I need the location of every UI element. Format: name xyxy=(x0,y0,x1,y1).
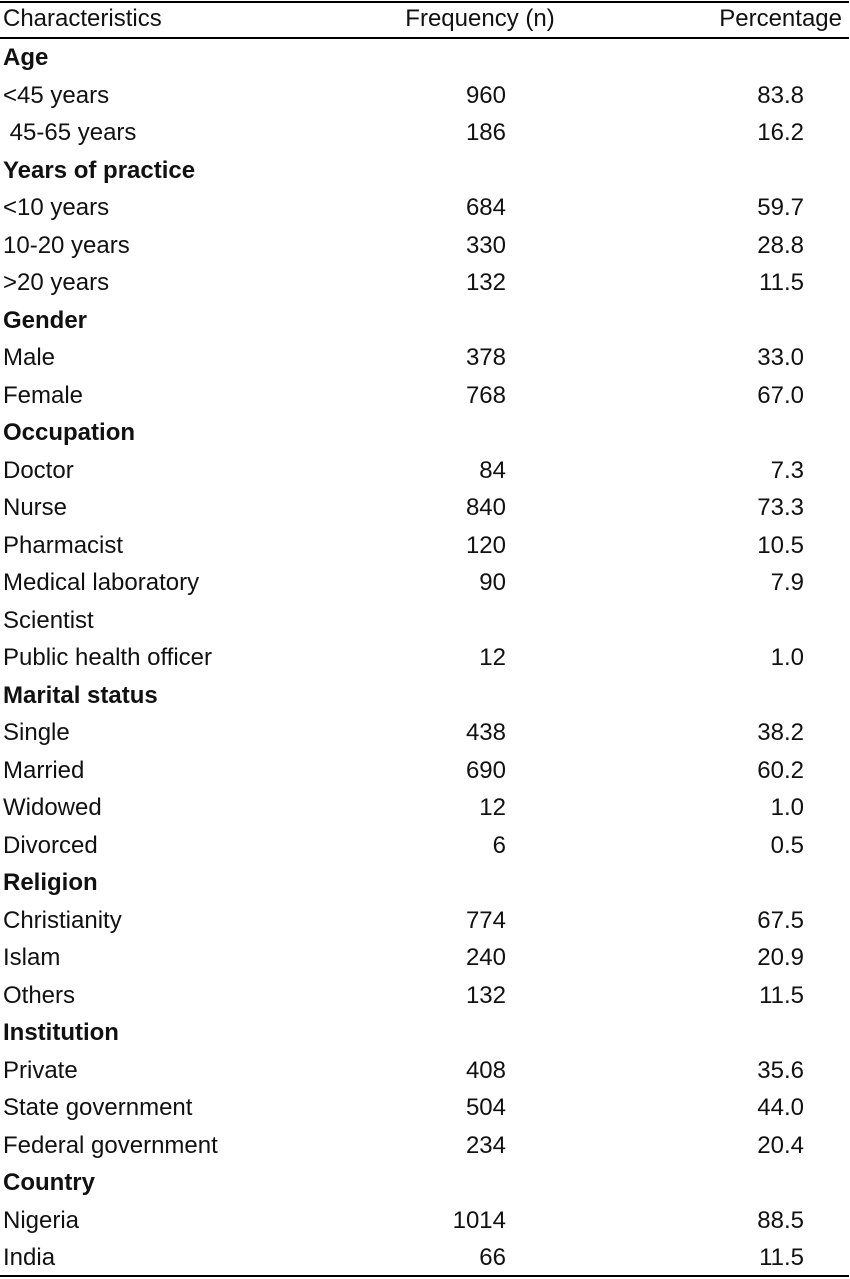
table-row xyxy=(0,564,850,601)
row-label: Doctor xyxy=(3,457,74,484)
row-percentage: 59.7 xyxy=(757,194,804,221)
table-row xyxy=(0,752,850,789)
row-frequency: 234 xyxy=(465,1132,506,1159)
row-percentage: 11.5 xyxy=(759,982,804,1009)
table-row xyxy=(0,377,850,414)
section-title: Occupation xyxy=(3,419,136,446)
table-row xyxy=(0,489,850,526)
row-frequency: 12 xyxy=(479,644,506,671)
row-percentage: 33.0 xyxy=(757,344,804,371)
row-label: Scientist xyxy=(3,607,94,634)
row-label: Single xyxy=(3,719,70,746)
table-row xyxy=(0,1202,850,1239)
row-percentage: 16.2 xyxy=(757,119,804,146)
section-title: Gender xyxy=(3,307,88,334)
table-row xyxy=(0,114,850,151)
row-label: Female xyxy=(3,382,84,409)
row-percentage: 1.0 xyxy=(770,794,804,821)
row-frequency: 960 xyxy=(465,82,506,109)
section-header-row xyxy=(0,39,850,76)
section-header-row xyxy=(0,414,850,451)
row-frequency: 240 xyxy=(465,944,506,971)
section-header-row xyxy=(0,677,850,714)
row-frequency: 408 xyxy=(465,1057,506,1084)
header-frequency: Frequency (n) xyxy=(405,5,555,32)
table-row xyxy=(0,827,850,864)
row-label: State government xyxy=(3,1094,193,1121)
row-percentage: 7.9 xyxy=(770,569,804,596)
table-row xyxy=(0,977,850,1014)
row-frequency: 132 xyxy=(465,982,506,1009)
row-label: Private xyxy=(3,1057,78,1084)
row-frequency: 378 xyxy=(465,344,506,371)
row-label: Married xyxy=(3,757,85,784)
row-percentage: 88.5 xyxy=(757,1207,804,1234)
section-header-row xyxy=(0,302,850,339)
table-row xyxy=(0,189,850,226)
header-percentage: Percentage xyxy=(719,5,842,32)
row-label: Islam xyxy=(3,944,61,971)
table-row xyxy=(0,789,850,826)
row-percentage: 1.0 xyxy=(770,644,804,671)
row-label: <10 years xyxy=(3,194,110,221)
table-row xyxy=(0,227,850,264)
row-percentage: 67.5 xyxy=(757,907,804,934)
table-row xyxy=(0,527,850,564)
row-frequency: 840 xyxy=(465,494,506,521)
row-percentage: 60.2 xyxy=(757,757,804,784)
row-percentage: 20.9 xyxy=(757,944,804,971)
row-frequency: 504 xyxy=(465,1094,506,1121)
row-frequency: 690 xyxy=(465,757,506,784)
section-title: Institution xyxy=(3,1019,119,1046)
row-frequency: 66 xyxy=(479,1244,506,1271)
table-row xyxy=(0,339,850,376)
table-row xyxy=(0,639,850,676)
header-characteristics: Characteristics xyxy=(3,5,162,32)
section-title: Religion xyxy=(3,869,98,896)
table-row xyxy=(0,1052,850,1089)
row-frequency: 768 xyxy=(465,382,506,409)
table-row xyxy=(0,77,850,114)
section-title: Marital status xyxy=(3,682,158,709)
row-label: India xyxy=(3,1244,56,1271)
row-percentage: 10.5 xyxy=(757,532,804,559)
table-row xyxy=(0,1239,850,1276)
table-row xyxy=(0,602,850,639)
header-row xyxy=(0,0,850,37)
row-percentage: 67.0 xyxy=(757,382,804,409)
row-frequency: 186 xyxy=(465,119,506,146)
row-percentage: 35.6 xyxy=(757,1057,804,1084)
row-label: 10-20 years xyxy=(3,232,130,259)
section-header-row xyxy=(0,1164,850,1201)
row-percentage: 73.3 xyxy=(757,494,804,521)
table-row xyxy=(0,939,850,976)
row-percentage: 44.0 xyxy=(757,1094,804,1121)
row-label: Others xyxy=(3,982,76,1009)
row-percentage: 0.5 xyxy=(770,832,804,859)
row-label: <45 years xyxy=(3,82,110,109)
row-frequency: 132 xyxy=(465,269,506,296)
section-header-row xyxy=(0,1014,850,1051)
table-row xyxy=(0,264,850,301)
table-row xyxy=(0,714,850,751)
row-label: Federal government xyxy=(3,1132,218,1159)
row-label: >20 years xyxy=(3,269,110,296)
row-label: 45-65 years xyxy=(3,119,137,146)
row-frequency: 1014 xyxy=(452,1207,506,1234)
row-label: Nurse xyxy=(3,494,68,521)
row-frequency: 684 xyxy=(465,194,506,221)
row-frequency: 438 xyxy=(465,719,506,746)
row-percentage: 38.2 xyxy=(757,719,804,746)
row-percentage: 7.3 xyxy=(770,457,804,484)
section-header-row xyxy=(0,152,850,189)
row-percentage: 11.5 xyxy=(759,269,804,296)
section-title: Age xyxy=(3,44,49,71)
row-percentage: 83.8 xyxy=(757,82,804,109)
table-row xyxy=(0,1127,850,1164)
table-row xyxy=(0,1089,850,1126)
section-header-row xyxy=(0,864,850,901)
row-frequency: 774 xyxy=(465,907,506,934)
row-frequency: 330 xyxy=(465,232,506,259)
row-label: Medical laboratory xyxy=(3,569,200,596)
row-frequency: 84 xyxy=(479,457,506,484)
row-frequency: 6 xyxy=(492,832,506,859)
row-frequency: 12 xyxy=(479,794,506,821)
row-percentage: 20.4 xyxy=(757,1132,804,1159)
bottom-rule xyxy=(0,1275,849,1277)
row-label: Widowed xyxy=(3,794,102,821)
row-label: Pharmacist xyxy=(3,532,124,559)
row-label: Public health officer xyxy=(3,644,213,671)
row-label: Christianity xyxy=(3,907,122,934)
row-label: Nigeria xyxy=(3,1207,80,1234)
row-percentage: 28.8 xyxy=(757,232,804,259)
section-title: Country xyxy=(3,1169,95,1196)
row-percentage: 11.5 xyxy=(759,1244,804,1271)
table-row xyxy=(0,902,850,939)
row-label: Male xyxy=(3,344,56,371)
section-title: Years of practice xyxy=(3,157,196,184)
row-label: Divorced xyxy=(3,832,98,859)
table-row xyxy=(0,452,850,489)
row-frequency: 120 xyxy=(465,532,506,559)
row-frequency: 90 xyxy=(479,569,506,596)
